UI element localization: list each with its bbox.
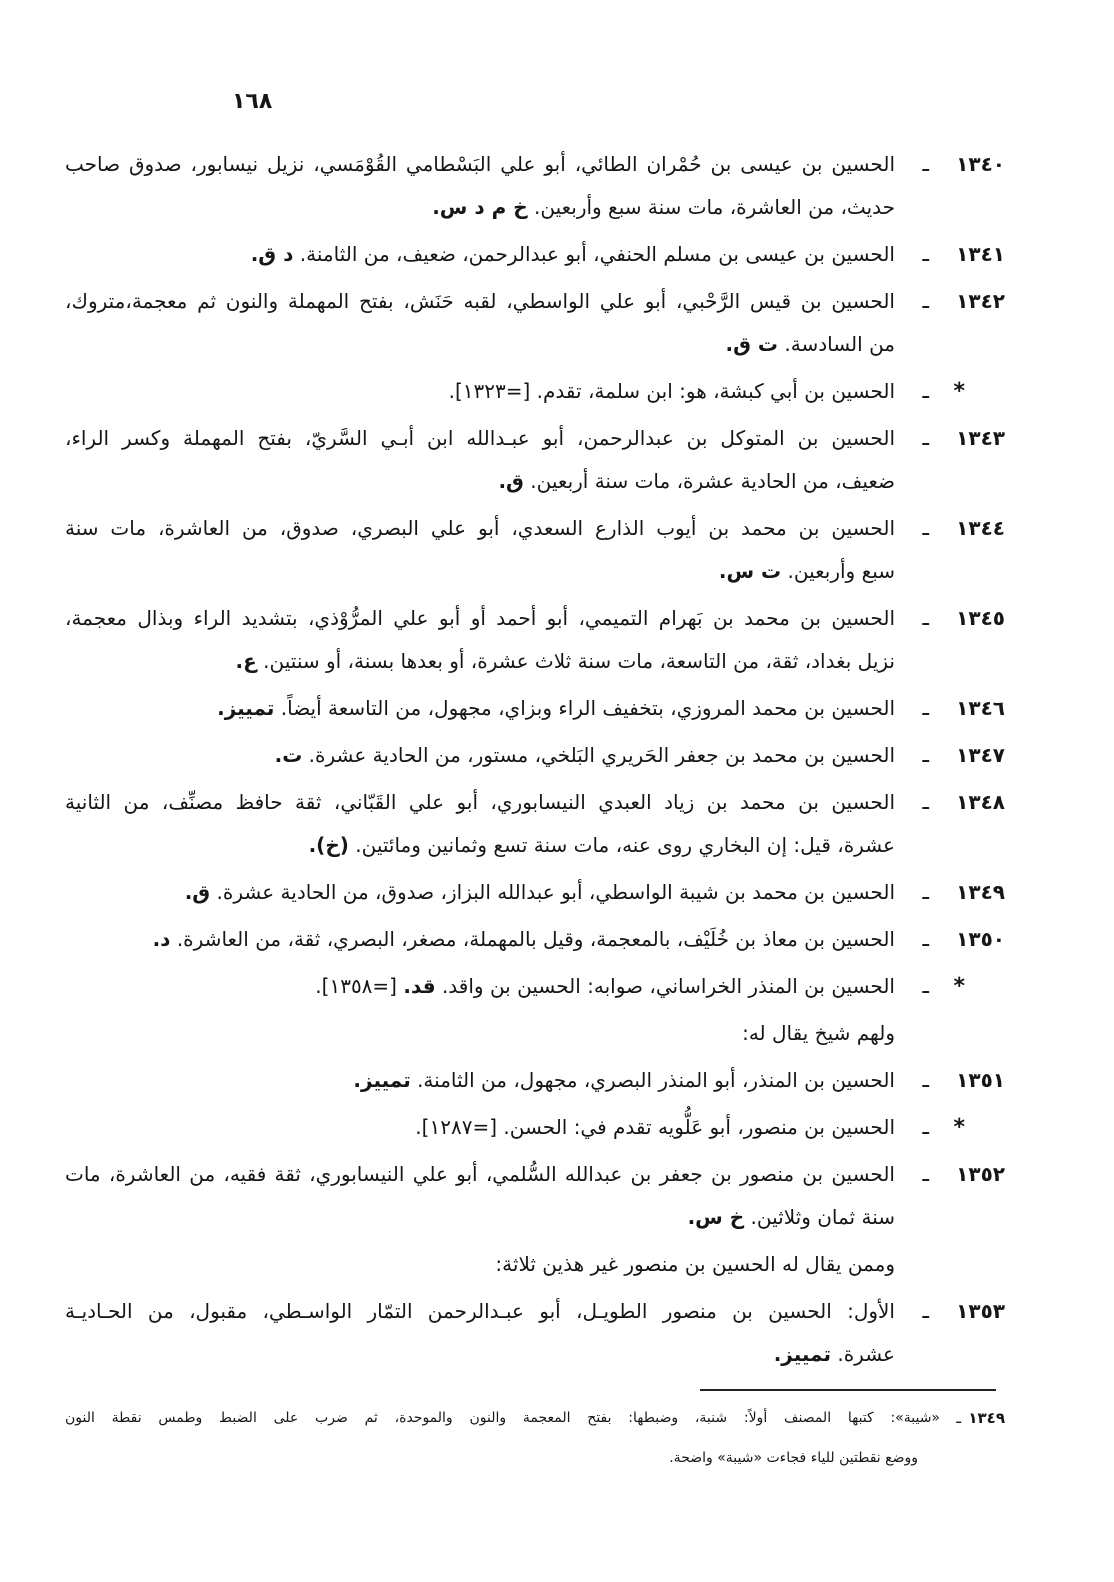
entry-text: الحسين بن أبي كبشة، هو: ابن سلمة، تقدم. [=١٣٢٣]. [448,379,895,403]
footnote-text: ووضع نقطتين للياء فجاءت «شيبة» واضحة. [669,1450,918,1466]
entry-number: ١٣٤٤ [956,516,1005,540]
entry [65,1290,1005,1376]
footnote-number: ١٣٤٩ [968,1409,1005,1427]
entry-line [65,323,895,366]
cross-reference-entry [65,965,1005,1008]
entry-text: الحسين بن معاذ بن خُلَيْف، بالمعجمة، وقيل بالمهملة، مصغر، البصري، ثقة، من العاشرة. [176,927,895,951]
entry-text: الحسين بن محمد بن أيوب الذارع السعدي، أبو علي البصري، صدوق، من العاشرة، مات سنة [65,516,895,540]
note-text: ولهم شيخ يقال له: [742,1021,895,1045]
entry [65,918,1005,961]
entry-text: سبع وأربعين. [787,559,895,583]
source-sigla: خ س. [687,1205,745,1229]
entry-text: الأول: الحسين بن منصور الطويـل، أبو عبـدالرحمن التمّار الواسـطي، مقبول، من الحـاديـة [65,1299,895,1323]
entry-line [65,1196,895,1239]
entry-head [895,1153,1005,1196]
entry-line [65,781,895,824]
entry-line [65,417,895,460]
entry-head [895,1106,1005,1149]
entry [65,507,1005,593]
entry-number: ١٣٥٣ [956,1299,1005,1323]
entry-number: ١٣٤٢ [956,289,1005,313]
entry-dash: ـ [922,1068,929,1093]
entry-dash: ـ [922,974,929,999]
star-marker: * [953,1115,965,1140]
entry-text: سنة ثمان وثلاثين. [750,1205,895,1229]
entry-dash: ـ [922,1162,929,1187]
entry-line [65,871,895,914]
entry [65,417,1005,503]
entry-dash: ـ [922,289,929,314]
source-sigla: ق. [498,469,524,493]
entry-head [895,507,1005,550]
source-sigla: د ق. [250,242,294,266]
entry-line [65,597,895,640]
entry-line [65,965,895,1008]
source-sigla: ت ق. [725,332,779,356]
entry-text: نزيل بغداد، ثقة، من التاسعة، مات سنة ثلاث عشرة، أو بعدها بسنة، أو سنتين. [263,649,895,673]
entry [65,143,1005,229]
editorial-note [65,1243,1005,1286]
entry-dash: ـ [922,927,929,952]
entry-line [65,687,895,730]
entry-head [895,370,1005,413]
entry-dash: ـ [922,426,929,451]
source-sigla: ع. [235,649,257,673]
source-sigla: قد. [403,974,436,998]
entry [65,233,1005,276]
entry-number: ١٣٥٠ [956,927,1005,951]
entries-list [65,143,1005,1376]
cross-reference-entry [65,370,1005,413]
source-sigla: ق. [184,880,211,904]
note-line [65,1243,895,1286]
entry-text: الحسين بن محمد بن زياد العبدي النيسابوري، أبو علي القَبّاني، ثقة حافظ مصنِّف، من الثانية [65,790,895,814]
entry-text: الحسين بن منصور، أبو عَلُّويه تقدم في: الحسن. [=١٢٨٧]. [415,1115,895,1139]
source-sigla: تمييز. [353,1068,411,1092]
footnote-line [65,1438,918,1478]
entry [65,734,1005,777]
entry-line [65,280,895,323]
entry-head [895,871,1005,914]
entry-text: حديث، من العاشرة، مات سنة سبع وأربعين. [533,195,895,219]
entry-dash: ـ [922,743,929,768]
entry-dash: ـ [922,606,929,631]
note-line [65,1012,895,1055]
entry-number: ١٣٤٣ [956,426,1005,450]
entry-text: عشرة، قيل: إن البخاري روى عنه، مات سنة تسع وثمانين ومائتين. [355,833,895,857]
entry-number: ١٣٤٨ [956,790,1005,814]
entry-dash: ـ [922,790,929,815]
entry-number: ١٣٤٦ [956,696,1005,720]
entry-head [895,143,1005,186]
entry-text: الحسين بن قيس الرَّحْبي، أبو علي الواسطي، لقبه حَنَش، بفتح المهملة والنون ثم معجمة،متروك، [65,289,895,313]
entry [65,597,1005,683]
footnote-dash: ـ [956,1408,961,1427]
entry-text: الحسين بن محمد بن شيبة الواسطي، أبو عبدالله البزاز، صدوق، من الحادية عشرة. [216,880,895,904]
cross-reference: [=١٣٥٨]. [315,974,397,998]
entry [65,1059,1005,1102]
entry-dash: ـ [922,379,929,404]
entry-line [65,186,895,229]
entry-dash: ـ [922,152,929,177]
footnote-head [940,1398,1005,1438]
entry-head [895,965,1005,1008]
footnote [65,1398,1005,1478]
entry-number: ١٣٤٧ [956,743,1005,767]
entry-text: الحسين بن المنذر الخراساني، صوابه: الحسين بن واقد. [441,974,895,998]
cross-reference-entry [65,1106,1005,1149]
source-sigla: خ م د س. [432,195,528,219]
entry [65,687,1005,730]
entry-line [65,1153,895,1196]
entry-line [65,1106,895,1149]
entry-text: الحسين بن المتوكل بن عبدالرحمن، أبو عبـدالله ابن أبـي السَّريّ، بفتح المهملة وكسر الراء، [65,426,895,450]
entry-text: من السادسة. [784,332,895,356]
entry-number: ١٣٤٥ [956,606,1005,630]
entry-line [65,370,895,413]
footnote-divider [700,1389,996,1391]
entry-line [65,1333,895,1376]
entry-dash: ـ [922,1115,929,1140]
source-sigla: ت س. [718,559,782,583]
entry-number: ١٣٥٢ [956,1162,1005,1186]
entry [65,781,1005,867]
entry-text: الحسين بن عيسى بن مسلم الحنفي، أبو عبدالرحمن، ضعيف، من الثامنة. [299,242,895,266]
entry-dash: ـ [922,696,929,721]
entry-line [65,824,895,867]
entry-head [895,280,1005,323]
entry-head [895,597,1005,640]
entry-text: عشرة. [837,1342,895,1366]
footnote-line [65,1398,940,1438]
entry-line [65,1059,895,1102]
source-sigla: ت. [274,743,303,767]
entry-text: الحسين بن عيسى بن حُمْران الطائي، أبو علي البَسْطامي القُوْمَسي، نزيل نيسابور، صدوق صاحب [65,152,895,176]
source-sigla: (خ). [308,833,349,857]
note-text: وممن يقال له الحسين بن منصور غير هذين ثلاثة: [495,1252,895,1276]
source-sigla: تمييز. [773,1342,831,1366]
entry-line [65,143,895,186]
entry-line [65,640,895,683]
entry-text: الحسين بن محمد المروزي، بتخفيف الراء وبزاي، مجهول، من التاسعة أيضاً. [280,696,895,720]
footnote-text: «شيبة»: كتبها المصنف أولاً: شنبة، وضبطها: بفتح المعجمة والنون والموحدة، ثم ضرب على الضبط وطمس نقطة النون [65,1410,940,1426]
entry-number: ١٣٤٠ [956,152,1005,176]
entry-text: الحسين بن المنذر، أبو المنذر البصري، مجهول، من الثامنة. [417,1068,895,1092]
entry-line [65,734,895,777]
entry-text: ضعيف، من الحادية عشرة، مات سنة أربعين. [530,469,895,493]
entry-line [65,918,895,961]
entry-line [65,233,895,276]
entry-head [895,687,1005,730]
page-number: ١٦٨ [232,89,273,114]
entry-text: الحسين بن محمد بن بَهرام التميمي، أبو أحمد أو أبو علي المرُّوْذي، بتشديد الراء وبذال معجمة، [65,606,895,630]
entry-dash: ـ [922,242,929,267]
entry-text: الحسين بن منصور بن جعفر بن عبدالله السُّلمي، أبو علي النيسابوري، ثقة فقيه، من العاشرة، مات [65,1162,895,1186]
entry-head [895,781,1005,824]
entry-head [895,417,1005,460]
entry [65,280,1005,366]
entry-head [895,734,1005,777]
entry-line [65,550,895,593]
entry-number: ١٣٤١ [956,242,1005,266]
entry [65,871,1005,914]
entry-line [65,1290,895,1333]
entry-head [895,1290,1005,1333]
entry-text: الحسين بن محمد بن جعفر الحَريري البَلخي، مستور، من الحادية عشرة. [308,743,895,767]
source-sigla: تمييز. [217,696,275,720]
entry-dash: ـ [922,1299,929,1324]
entry-dash: ـ [922,516,929,541]
entry-number: ١٣٤٩ [956,880,1005,904]
entry-head [895,1059,1005,1102]
entry-line [65,507,895,550]
star-marker: * [953,379,965,404]
entry-head [895,233,1005,276]
source-sigla: د. [152,927,171,951]
entry-dash: ـ [922,880,929,905]
entry-number: ١٣٥١ [956,1068,1005,1092]
editorial-note [65,1012,1005,1055]
entry-line [65,460,895,503]
entry [65,1153,1005,1239]
star-marker: * [953,974,965,999]
entry-head [895,918,1005,961]
